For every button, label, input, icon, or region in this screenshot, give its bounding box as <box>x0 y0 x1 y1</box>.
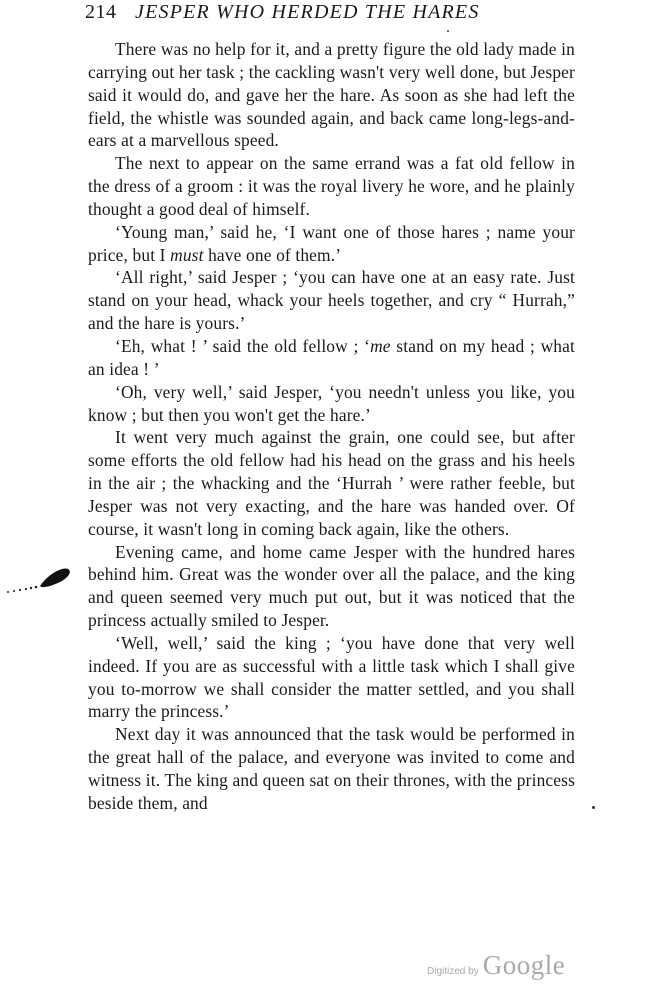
paragraph-text: stand on my head ; what an idea ! ’ <box>88 335 575 379</box>
paragraph-text: There was no help for it, and a pretty figure the old lady made in carrying out her task ; the cackling wasn't very well done, but Jesper said it would do, and gave her the hare. As soon as she had left the field, the whistle was sounded again, and back came long-legs-and-ears at a marvellous speed. <box>88 39 575 151</box>
paragraph-text: Next day it was announced that the task would be performed in the great hall of the palace, and everyone was invited to come and witness it. The king and queen sat on their thrones, with the princess beside them, and <box>88 724 575 813</box>
paragraph <box>88 723 575 814</box>
paragraph-text: ‘Young man,’ said he, ‘I want one of those hares ; name your price, but I <box>88 221 575 265</box>
stray-dot <box>592 806 595 809</box>
paragraph <box>88 266 575 335</box>
paragraph <box>88 632 575 723</box>
paragraph-text: ‘Oh, very well,’ said Jesper, ‘you needn't unless you like, you know ; but then you won't get the hare.’ <box>88 381 575 425</box>
paragraph <box>88 221 575 267</box>
paragraph-text: It went very much against the grain, one could see, but after some efforts the old fellow had his head on the grass and his heels in the air ; the whacking and the ‘Hurrah ’ were rather feeble, but Jesper was not very exacting, and the hare was handed over. Of course, it wasn't long in coming back again, like the others. <box>88 427 575 539</box>
watermark-brand: Google <box>482 950 566 980</box>
print-speck <box>447 30 449 32</box>
paragraph-text: Evening came, and home came Jesper with the hundred hares behind him. Great was the wonder over all the palace, and the king and queen seemed very much put out, but it was noticed that the princess actually smiled to Jesper. <box>88 541 575 631</box>
paragraph-text: have one of them.’ <box>203 244 342 265</box>
paragraph <box>88 335 575 381</box>
body-text <box>88 38 575 815</box>
paragraph-text: ‘Well, well,’ said the king ; ‘you have done that very well indeed. If you are as successful with a little task which I shall give you to-morrow we shall consider the matter settled, and you shall marry the princess.’ <box>88 632 575 722</box>
paragraph-text: ‘All right,’ said Jesper ; ‘you can have one at an easy rate. Just stand on your head, whack your heels together, and cry “ Hurrah,” and the hare is yours.’ <box>88 267 575 334</box>
ink-blot-mark <box>6 566 72 596</box>
paragraph-text: ‘Eh, what ! ’ said the old fellow ; ‘ <box>115 335 371 356</box>
paragraph <box>88 152 575 221</box>
watermark-prefix: Digitized by <box>427 966 479 977</box>
running-title: JESPER WHO HERDED THE HARES <box>135 1 480 23</box>
page-header <box>85 0 575 26</box>
paragraph <box>88 426 575 540</box>
digitized-watermark <box>427 950 565 981</box>
emphasis-text: must <box>170 244 204 265</box>
paragraph <box>88 541 575 632</box>
paragraph-text: The next to appear on the same errand was a fat old fellow in the dress of a groom : it was the royal livery he wore, and he plainly thought a good deal of himself. <box>88 153 575 219</box>
emphasis-text: me <box>370 335 391 356</box>
paragraph <box>88 38 575 152</box>
page-number: 214 <box>85 1 117 23</box>
paragraph <box>88 381 575 427</box>
